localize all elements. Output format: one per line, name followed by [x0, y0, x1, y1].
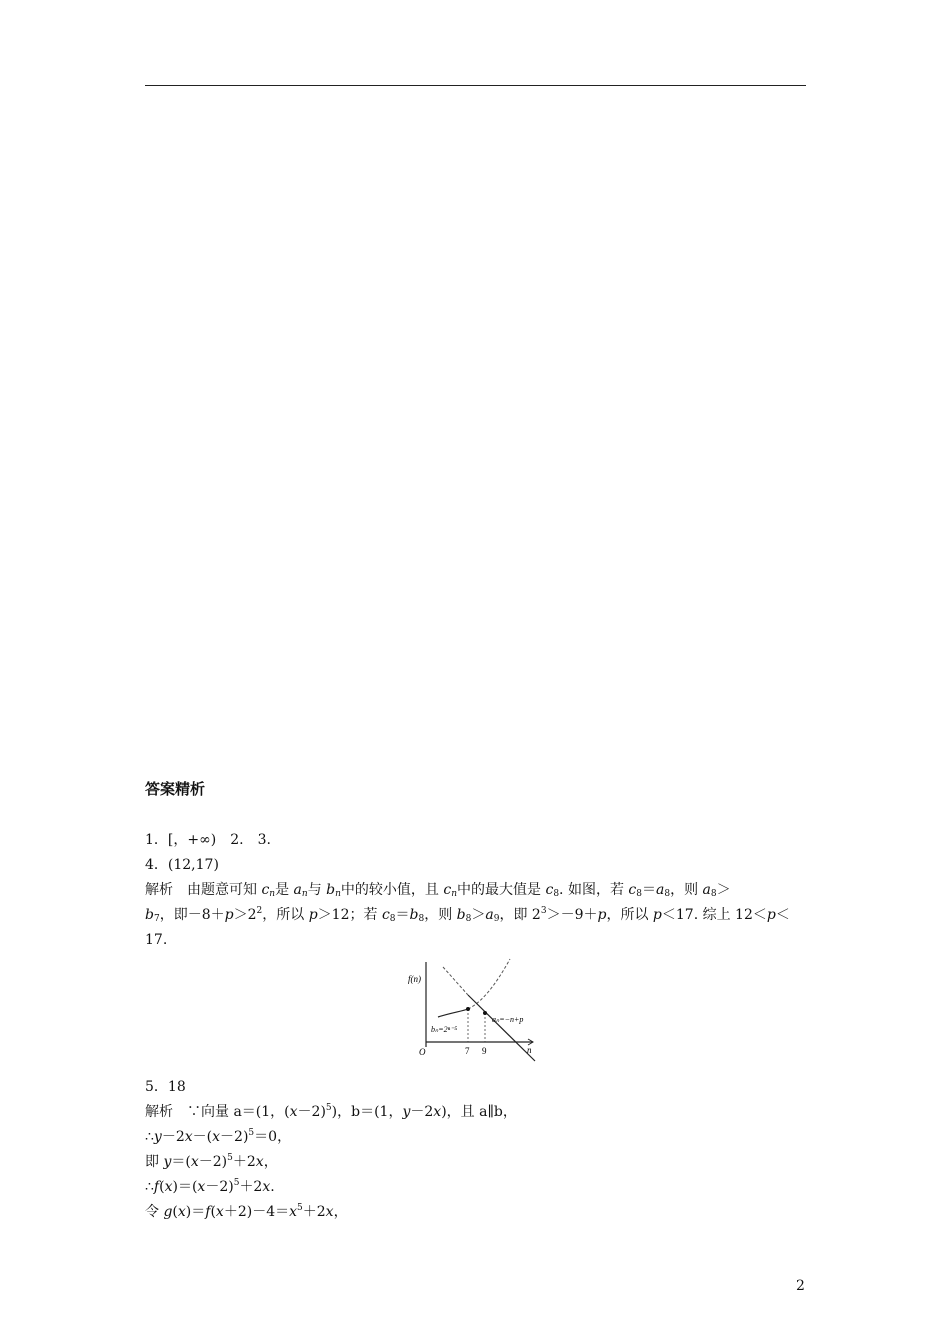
solution-5-line-4: $\therefore f(x)=(x-2)^5+2x$. — [145, 1178, 275, 1195]
bn-label: bₙ=2ⁿ⁻⁵ — [431, 1025, 458, 1034]
tick-9: 9 — [482, 1046, 487, 1056]
page-number: 2 — [796, 1278, 805, 1294]
point-n7 — [466, 1007, 470, 1011]
bn-curve-solid — [438, 1009, 468, 1017]
tick-7: 7 — [465, 1046, 470, 1056]
sequence-figure — [405, 957, 555, 1062]
solution-4-line-2: $b_7$，即$-8+p>2^2$，所以 p＞12；若 $c_8=b_8$，则 $b_8>a_9$，即 $2^3>-9+p$，所以 p＜17. 综上 12＜p＜ — [145, 906, 790, 924]
answers-1-3: 1．[，+∞) 2. 3. — [145, 832, 271, 848]
header-rule — [145, 85, 806, 86]
f-axis-label: f(n) — [408, 974, 421, 984]
answer-4: 4．(12,17) — [145, 857, 219, 873]
solution-5-line-3: 即 $y=(x-2)^5+2x$， — [145, 1153, 278, 1170]
solution-4-line-3: 17. — [145, 932, 168, 948]
an-label: aₙ=−n+p — [492, 1015, 524, 1024]
answer-5: 5．18 — [145, 1079, 186, 1095]
solution-5-line-1: 解析 ∵向量 a＝(1，$(x-2)^5$)，b＝(1，y－2x)，且 a∥b， — [145, 1103, 517, 1120]
an-line-dashed — [443, 967, 468, 995]
origin-label: O — [419, 1047, 426, 1057]
point-n9 — [483, 1011, 487, 1015]
n-axis-label: n — [527, 1045, 532, 1055]
solution-4-line-1: 解析 由题意可知 $c_n$是 $a_n$与 $b_n$中的较小值，且 $c_n$中的最大值是 $c_8$. 如图，若 $c_8=a_8$，则 $a_8>$ — [145, 882, 731, 899]
solution-5-line-5: 令 $g(x)=f(x+2)-4=x^5+2x$， — [145, 1203, 348, 1220]
an-line-solid — [468, 995, 535, 1061]
solution-5-line-2: $\therefore y-2x-(x-2)^5=0$， — [145, 1128, 292, 1145]
answer-heading: 答案精析 — [145, 780, 206, 798]
